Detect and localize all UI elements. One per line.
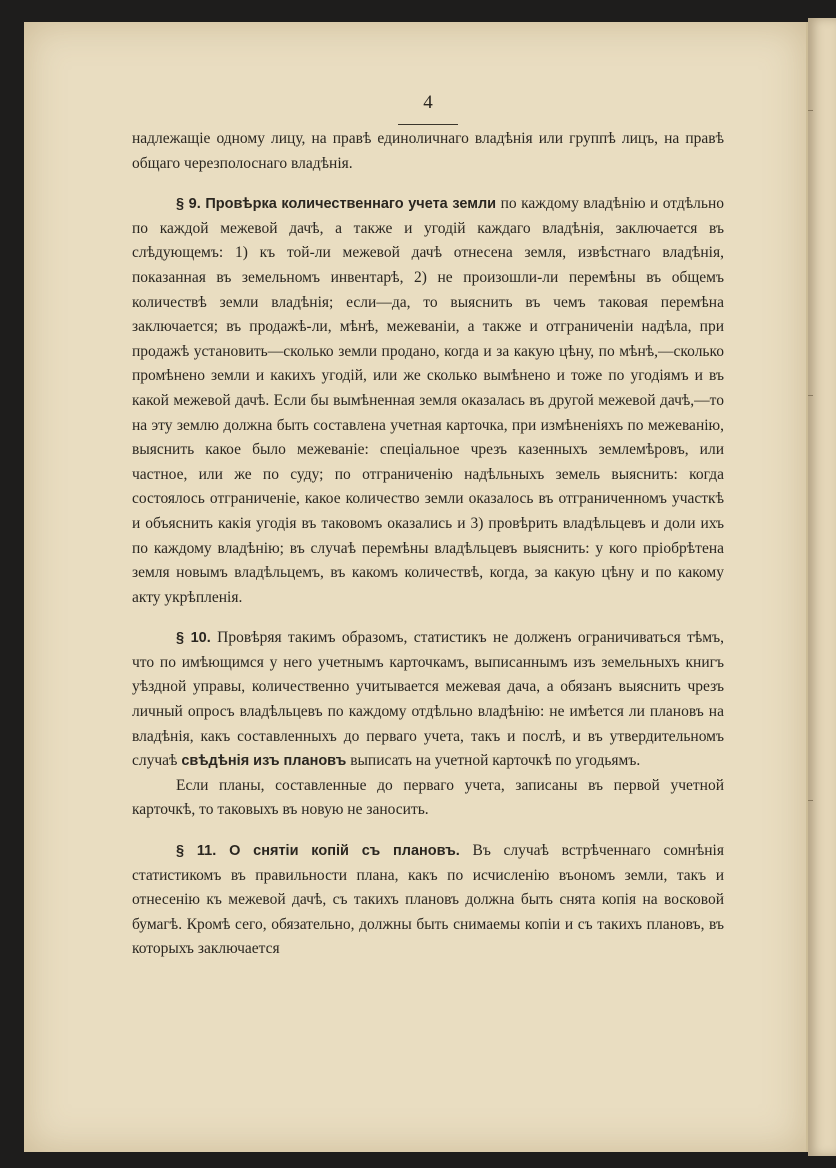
section-10-body: Провѣряя такимъ образомъ, статистикъ не долженъ ограничиваться тѣмъ, что по имѣющимся у него учетнымъ карточкамъ, выписаннымъ изъ земельныхъ книгъ уѣздной управы, количественно учитывается межевая дача, а обязанъ выяснить чрезъ личный опросъ владѣльцевъ по каждому отдѣльно владѣнію: не имѣется ли плановъ на владѣнія, какъ составленныхъ до перваго учета, такъ и послѣ, и въ утвердительномъ случаѣ <box>132 629 724 770</box>
section-10-bold-phrase: свѣдѣнія изъ плановъ <box>181 753 347 770</box>
adjacent-page-edge <box>808 18 836 1156</box>
section-11-body: Въ случаѣ встрѣченнаго сомнѣнія статистикомъ въ правильности плана, какъ по исчисленію въономъ земли, такъ и отнесенію къ межевой дачѣ, съ такихъ плановъ должна быть снята копія на восковой бумагѣ. Кромѣ сего, обязательно, должны быть снимаемы копіи и съ такихъ плановъ, въ которыхъ заключается <box>132 842 724 958</box>
section-10 <box>132 626 724 774</box>
section-10-heading: § 10. <box>176 630 211 647</box>
section-10-paragraph-2: Если планы, составленные до перваго учета, записаны въ первой учетной карточкѣ, то таковыхъ въ новую не заносить. <box>132 776 724 819</box>
section-9-heading: § 9. Провѣрка количественнаго учета земли <box>176 196 497 213</box>
section-10-body-end: выписать на учетной карточкѣ по угодьямъ. <box>346 752 641 770</box>
section-11 <box>132 839 724 962</box>
continuation-paragraph: надлежащіе одному лицу, на правѣ единоличнаго владѣнія или группѣ лицъ, на правѣ общаго черезполоснаго владѣнія. <box>132 130 724 172</box>
section-9-body: по каждому владѣнію и отдѣльно по каждой межевой дачѣ, а также и угодій каждаго владѣнія, заключается въ слѣдующемъ: 1) къ той-ли межевой дачѣ отнесена земля, извѣстнаго владѣнія, показанная въ земельномъ инвентарѣ, 2) не произошли-ли перемѣны въ общемъ количествѣ земли владѣнія; если—да, то выяснить въ чемъ таковая перемѣна заключается; въ продажѣ-ли, мѣнѣ, межеваніи, а также и отграниченіи надѣла, при продажѣ установить—сколько земли продано, когда и за какую цѣну, по мѣнѣ,—сколько промѣнено земли и какихъ угодій, или же сколько вымѣнено и тоже по угодіямъ и въ какой межевой дачѣ. Если бы вымѣненная земля оказалась въ другой межевой дачѣ,—то на эту землю должна быть составлена учетная карточка, при измѣненіяхъ по межеванію, выяснить какое было межеваніе: спеціальное чрезъ казенныхъ землемѣровъ, или частное, или же по суду; по отграниченію надѣльныхъ земель выяснить: когда состоялось отграниченіе, какое количество земли оказалось въ отграниченномъ участкѣ и объяснить какія угодія въ таковомъ оказались и 3) провѣрить владѣльцевъ и доли ихъ по каждому владѣнію; въ случаѣ перемѣны владѣльцевъ выяснить: у кого пріобрѣтена земля новымъ владѣльцемъ, въ какомъ количествѣ, когда, за какую цѣну и по какому акту укрѣпленія. <box>132 195 724 606</box>
section-9 <box>132 192 724 610</box>
section-11-heading: § 11. О снятіи копій съ плановъ. <box>176 843 460 860</box>
page-number: 4 <box>398 88 458 125</box>
page-text <box>132 88 724 978</box>
